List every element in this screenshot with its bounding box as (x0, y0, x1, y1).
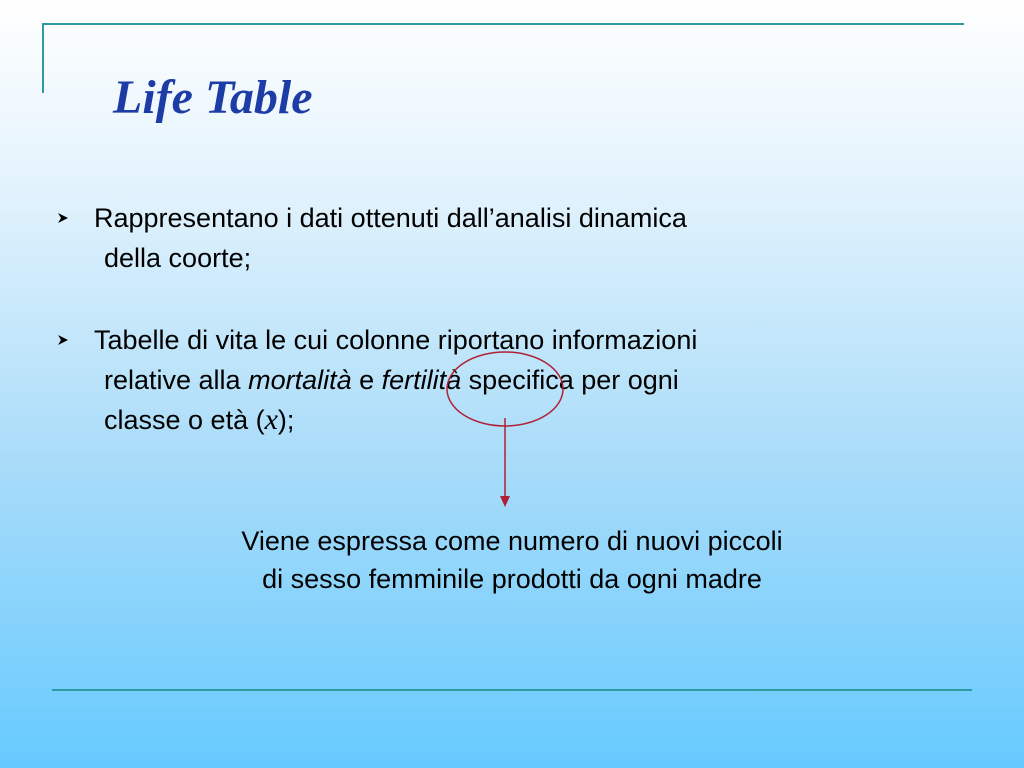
bullet-item-cohort (56, 198, 896, 278)
term-fertility: fertilità (381, 365, 462, 395)
text-segment: relative alla (104, 365, 249, 395)
bullet-text (94, 198, 896, 278)
text-segment: specifica per ogni (461, 365, 679, 395)
bullet-line (94, 360, 896, 400)
slide-title: Life Table (113, 71, 313, 124)
pointer-arrowhead-icon (500, 496, 510, 507)
bullet-line: della coorte; (104, 243, 252, 273)
text-segment: ); (277, 405, 295, 435)
arrowhead-bullet-icon (56, 333, 70, 347)
note-line: di sesso femminile prodotti da ogni madre (262, 564, 762, 594)
bullet-line: Tabelle di vita le cui colonne riportano informazioni (94, 325, 698, 355)
age-variable: x (264, 403, 278, 436)
bullet-item-life-tables (56, 320, 896, 440)
arrowhead-bullet-icon (56, 211, 70, 225)
text-segment: classe o età ( (104, 405, 265, 435)
term-mortality: mortalità (248, 365, 352, 395)
note-line: Viene espressa come numero di nuovi piccoli (241, 526, 783, 556)
bullet-line: Rappresentano i dati ottenuti dall’analisi dinamica (94, 203, 687, 233)
frame-bottom-rule (52, 689, 972, 691)
bullet-text (94, 320, 896, 440)
frame-top-rule (42, 23, 964, 25)
frame-left-rule (42, 23, 44, 93)
bullet-line (94, 400, 896, 440)
fertility-explanation-note (112, 522, 912, 598)
text-segment: e (351, 365, 382, 395)
